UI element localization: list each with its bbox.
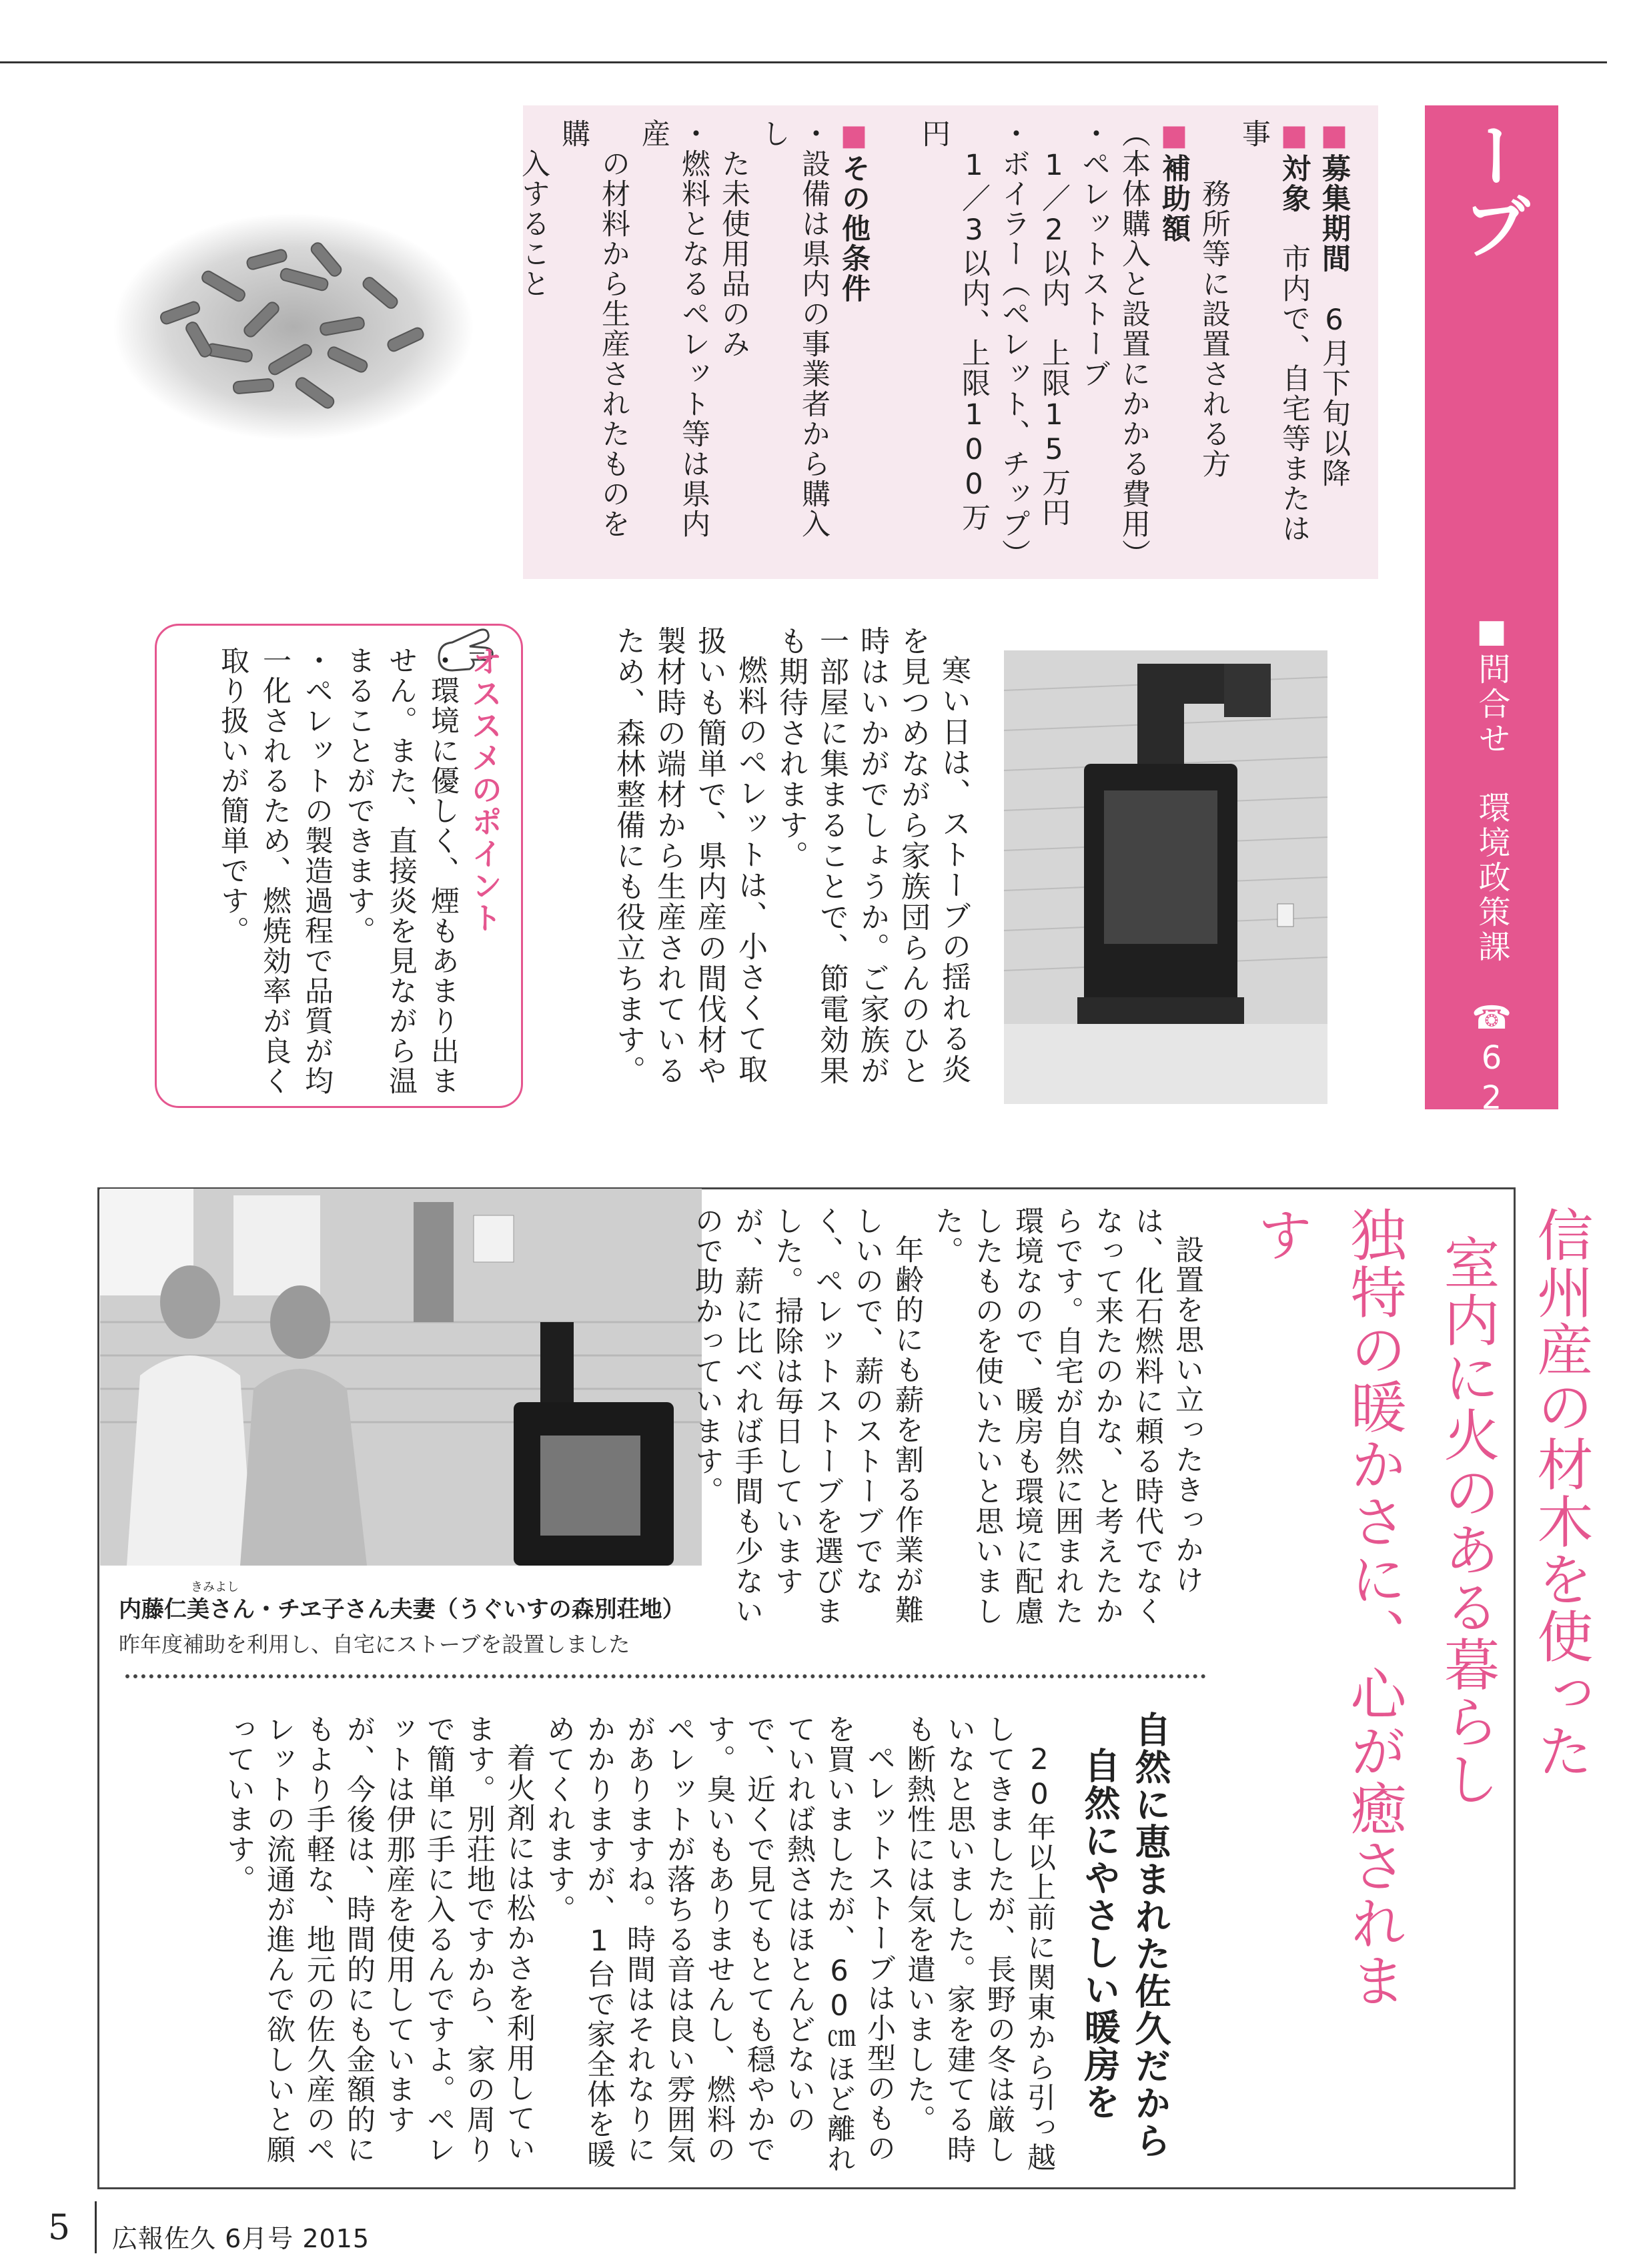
photo-caption: 内藤仁美さん・チヱ子さん夫妻（うぐいすの森別荘地） — [119, 1596, 685, 1623]
recommend-item-1: ・環境に優しく、煙もあまり出ません。また、直接炎を見ながら温まることができます。 — [342, 646, 460, 1096]
period-value: 6月下旬以降 — [1317, 273, 1351, 488]
target-label: 対象 — [1277, 153, 1311, 213]
period-label: 募集期間 — [1317, 153, 1351, 273]
publication-name: 広報佐久 6月号 2015 — [112, 2224, 370, 2253]
pellets-image — [107, 187, 480, 467]
dotted-divider — [125, 1674, 1206, 1678]
info-text: ■募集期間 6月下旬以降 ■対象 市内で、自宅等または事 務所等に設置される方 ■補助額 （本体購入と設置にかかる費用） ・ペレットストーブ 1／2以内 上限15万円 ・ボイラー（ペレット、チップ） 1／3以内、上限100万円 ■その他条件 ・設備は県内の事業者から購入し た未使用品のみ ・燃料となるペレット等は県内産 の材料から生産されたものを購 入すること — [517, 119, 1351, 569]
contact-info: ■問合せ 環境政策課 ☎62−2917 — [1473, 612, 1510, 1319]
footer-divider — [95, 2201, 97, 2253]
recommend-item-2: ・ペレットの製造過程で品質が均一化されるため、燃焼効率が良く取り扱いが簡単です。 — [216, 646, 334, 1096]
feature-subheadline: 自然に恵まれた佐久だから 自然にやさしい暖房を — [1079, 1711, 1171, 2159]
recommend-heading: オススメのポイント — [467, 646, 503, 934]
interview-lower-text: 20年以上前に関東から引っ越してきましたが、長野の冬は厳しいなと思いました。家を建てる時も断熱性には気を遣いました。 ペレットストーブは小型のものを買いましたが、60㎝ほど離れていれば熱さはほとんどないので、近くで見てもとても穏やかです。臭いもありませんし、燃料のペレットが落ちる音は良い雰囲気がありますね。時間はそれなりにかかりますが、1台で家全体を暖めてくれます。 着火剤には松かさを利用しています。別荘地ですから、家の周りで簡単に手に入るんですよ。ペレットは伊那産を使用していますが、今後は、時間的にも金額的にもより手軽な、地元の佐久産のペレットの流通が進んで欲しいと願っています。 — [222, 1714, 1056, 2174]
caption-ruby: きみよし — [191, 1580, 239, 1594]
intro-para-2: 燃料のペレットは、小さくて取扱いも簡単で、県内産の間伐材や製材時の端材から生産されているため、森林整備にも役立ちます。 — [611, 626, 767, 1086]
feature-headline: 信州産の材木を使った 室内に火のある暮らし 独特の暖かさに、心が癒されます — [1248, 1206, 1594, 2009]
photo-subcaption: 昨年度補助を利用し、自宅にストーブを設置しました — [119, 1632, 630, 1657]
couple-photo — [100, 1189, 702, 1566]
target-value: 市内で、自宅等または事 — [1237, 119, 1311, 544]
amount-label: 補助額 — [1157, 153, 1191, 243]
top-rule — [0, 61, 1607, 63]
stove-photo — [1004, 650, 1327, 1104]
intro-para-1: 寒い日は、ストーブの揺れる炎を見つめながら家族団らんのひと時はいかがでしょうか。ご家族が一部屋に集まることで、節電効果も期待されます。 — [774, 626, 971, 1086]
interview-upper-text: 設置を思い立ったきっかけは、化石燃料に頼る時代でなくなって来たのかな、と考えたからです。自宅が自然に囲まれた環境なので、暖房も環境に配慮したものを使いたいと思いました。 年齢的にも薪を割る作業が難しいので、薪のストーブでなく、ペレットストーブを選びました。掃除は毎日していますが、薪に比べれば手間も少ないので助かっています。 — [690, 1206, 1204, 1626]
intro-text — [574, 626, 974, 1113]
page-number: 5 — [48, 2208, 71, 2248]
other-label: その他条件 — [837, 153, 871, 304]
recommend-text — [179, 646, 506, 1099]
amount-note: （本体購入と設置にかかる費用） — [1117, 119, 1151, 569]
page-title: ペレットストーブ — [1450, 120, 1632, 544]
